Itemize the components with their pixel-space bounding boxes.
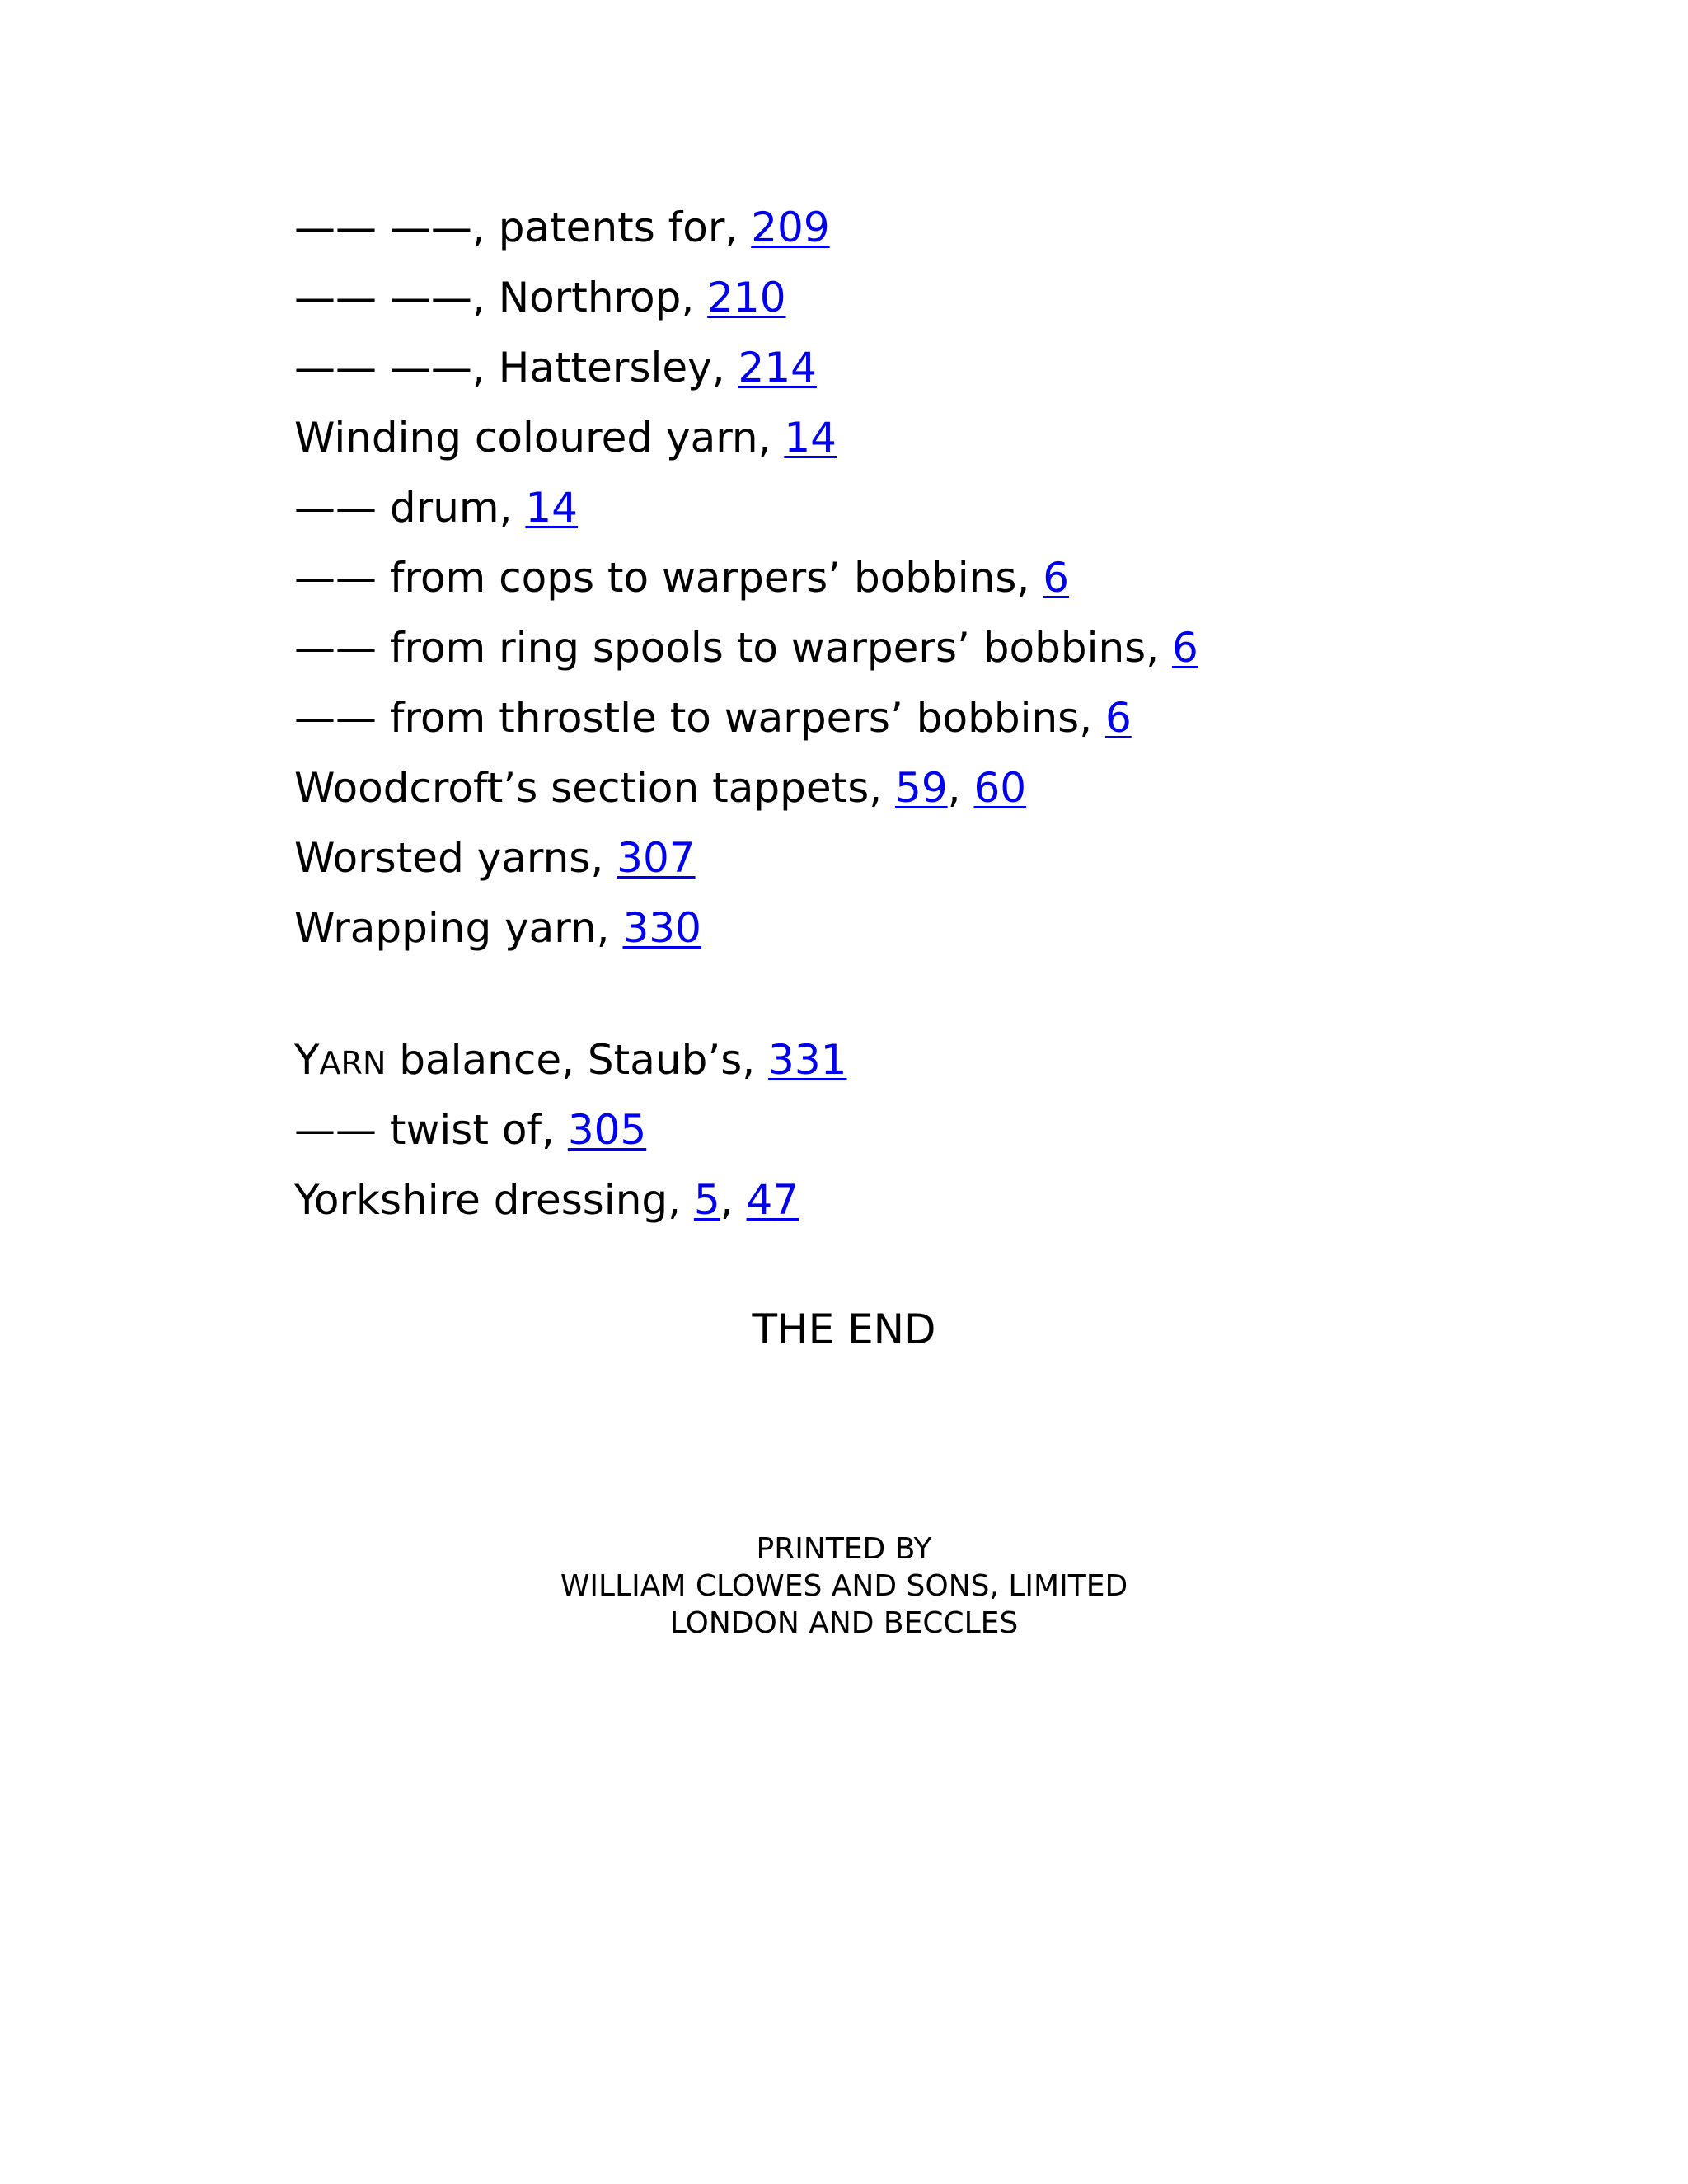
entry-text: balance, Staub’s, [386,1036,769,1084]
page-link[interactable]: 209 [751,204,830,251]
index-list [294,193,1613,1235]
page-link[interactable]: 14 [784,414,837,462]
index-entry [294,683,1613,753]
entry-text: , Hattersley, [471,344,738,391]
page-link[interactable]: 6 [1172,624,1198,672]
entry-smallcaps: ARN [319,1045,387,1081]
page-link[interactable]: 331 [768,1036,847,1084]
page-separator: , [720,1176,747,1224]
index-entry [294,473,1613,543]
dash-lead: —— —— [294,344,472,391]
entry-text: from throstle to warpers’ bobbins, [377,694,1105,742]
entry-text: , patents for, [471,204,752,251]
dash-lead: —— —— [294,274,472,321]
entry-text: Woodcroft’s section tappets, [294,764,896,812]
page-link[interactable]: 14 [525,484,578,532]
index-entry [294,1095,1613,1165]
entry-text: Worsted yarns, [294,834,617,882]
page-link[interactable]: 47 [746,1176,799,1224]
dash-lead: —— [294,554,377,602]
page-link[interactable]: 59 [895,764,948,812]
dash-lead: —— —— [294,204,472,251]
imprint-line: WILLIAM CLOWES AND SONS, LIMITED [560,1569,1128,1603]
page-link[interactable]: 330 [622,904,701,952]
dash-lead: —— [294,1106,377,1154]
entry-text: twist of, [377,1106,568,1154]
page-link[interactable]: 6 [1104,694,1132,742]
index-entry [294,403,1613,473]
page-link[interactable]: 305 [567,1106,647,1154]
imprint-line: LONDON AND BECCLES [669,1606,1019,1640]
index-entry [294,263,1613,333]
entry-text: from cops to warpers’ bobbins, [377,554,1043,602]
entry-text: , Northrop, [471,274,708,321]
entry-text: Wrapping yarn, [294,904,623,952]
page-link[interactable]: 6 [1043,554,1070,602]
entry-initial: Y [294,1036,320,1084]
entry-text: drum, [377,484,526,532]
index-entry [294,613,1613,683]
the-end-heading: THE END [752,1305,936,1353]
entry-text: from ring spools to warpers’ bobbins, [377,624,1173,672]
section-gap [294,963,1613,1025]
entry-text: Winding coloured yarn, [294,414,785,462]
printer-imprint [0,1530,1688,1642]
index-entry [294,1025,1613,1095]
dash-lead: —— [294,694,377,742]
index-entry [294,193,1613,263]
index-entry [294,543,1613,613]
entry-text: Yorkshire dressing, [294,1176,694,1224]
page-link[interactable]: 307 [617,834,696,882]
page-link[interactable]: 60 [973,764,1027,812]
index-entry [294,333,1613,403]
dash-lead: —— [294,484,377,532]
dash-lead: —— [294,624,377,672]
index-entry [294,753,1613,823]
index-entry [294,1165,1613,1235]
page-separator: , [947,764,974,812]
page-link[interactable]: 210 [707,274,786,321]
page-link[interactable]: 214 [738,344,817,391]
index-entry [294,893,1613,963]
imprint-line: PRINTED BY [756,1532,932,1566]
page-link[interactable]: 5 [693,1176,720,1224]
index-entry [294,823,1613,893]
